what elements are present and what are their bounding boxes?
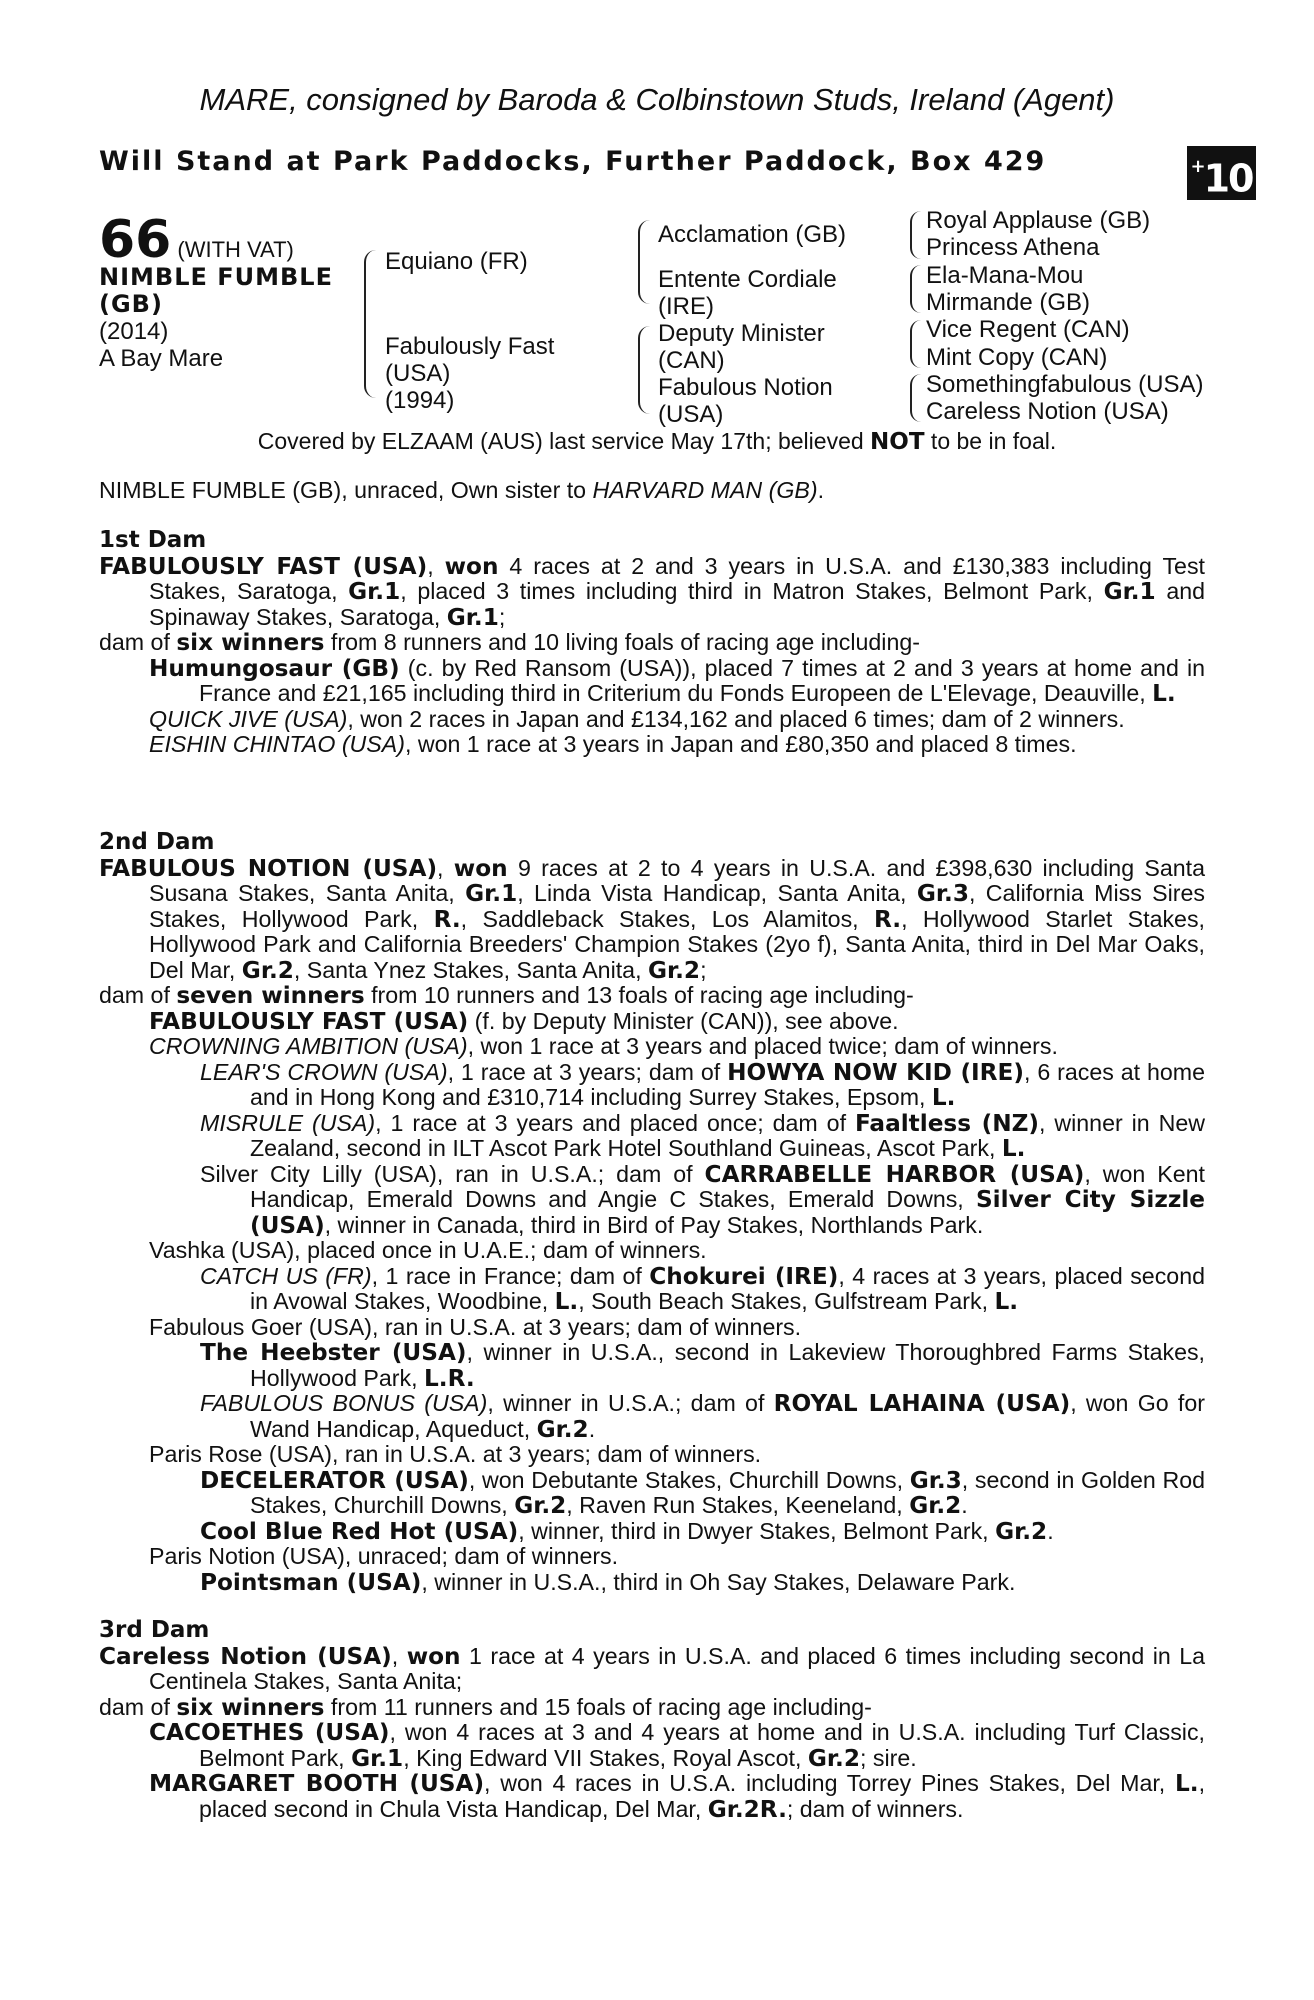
pedigree-dam-dam-name: Fabulous Notion <box>658 374 833 401</box>
grade: Gr.3 <box>916 880 969 907</box>
produce-record: Silver City Lilly (USA), ran in U.S.A.; dam of <box>200 1160 705 1187</box>
produce-name: QUICK JIVE (USA) <box>149 705 348 732</box>
produce-record: , second in Golden Rod Stakes, Churchill Downs, <box>250 1466 1205 1518</box>
grade: Gr.1 <box>446 603 499 631</box>
produce-crowning-ambition <box>99 1034 1205 1060</box>
produce-record: , won Debutante Stakes, Churchill Downs, <box>468 1466 910 1493</box>
produce-name: EISHIN CHINTAO (USA) <box>149 731 405 757</box>
produce-catch-us <box>99 1264 1205 1315</box>
produce-record: , winner in U.S.A., second in Lakeview Thoroughbred Farms Stakes, Hollywood Park, <box>250 1339 1206 1391</box>
produce-vashka: Vashka (USA), placed once in U.A.E.; dam of winners. <box>149 1237 707 1263</box>
produce-name: CROWNING AMBITION (USA) <box>149 1033 468 1059</box>
grade: L. <box>1174 1770 1199 1797</box>
covered-statement <box>0 428 1314 455</box>
produce-name: HOWYA NOW KID (IRE) <box>727 1058 1024 1086</box>
produce-text: from 8 runners and 10 living foals of racing age including- <box>324 629 920 655</box>
lot-heading <box>99 210 294 270</box>
winners-count: six winners <box>176 1693 325 1721</box>
grade: Gr.2 <box>647 956 701 984</box>
covered-text: Covered by ELZAAM (AUS) last service May 17th; believed <box>257 428 871 454</box>
grade: Gr.1 <box>1103 578 1156 605</box>
produce-name: FABULOUSLY FAST (USA) <box>149 1007 469 1035</box>
produce-the-heebster <box>99 1340 1205 1391</box>
pedigree-sire-sire: Acclamation (GB) <box>658 221 847 248</box>
produce-record: , placed second in Chula Vista Handicap, Del Mar, <box>199 1770 1206 1822</box>
produce-record: , winner in New Zealand, second in ILT Ascot Park Hotel Southland Guineas, Ascot Park, <box>250 1109 1205 1161</box>
produce-text: dam of <box>99 1693 177 1720</box>
grade: Gr.2 <box>807 1744 860 1772</box>
pedigree-sire: Equiano (FR) <box>385 248 528 275</box>
grade: L. <box>931 1084 956 1111</box>
grade: Gr.2 <box>536 1415 589 1443</box>
pedigree-sdd: Mirmande (GB) <box>926 289 1091 316</box>
intro-line <box>99 478 1205 504</box>
produce-name: MARGARET BOOTH (USA) <box>149 1770 485 1797</box>
pedigree-brace-g3 <box>910 320 921 368</box>
produce-record: , won 4 races in U.S.A. including Torrey Pines Stakes, Del Mar, <box>484 1770 1175 1796</box>
record-text: 4 races at 2 and 3 years in U.S.A. and £130,383 including Test Stakes, Saratoga, <box>149 552 1205 604</box>
horse-description: A Bay Mare <box>99 345 224 372</box>
grade: Gr.1 <box>465 880 518 907</box>
pedigree-sire-dam-name: Entente Cordiale <box>658 266 837 293</box>
pedigree-dds: Somethingfabulous (USA) <box>926 371 1204 398</box>
record-text: and Spinaway Stakes, Saratoga, <box>149 578 1206 630</box>
record-text: , Hollywood Starlet Stakes, Hollywood Park and California Breeders' Champion Stakes (2yo f), Santa Anita, third in Del Mar Oaks, Del Mar, <box>149 905 1205 983</box>
grade: L. <box>994 1288 1019 1315</box>
produce-decelerator <box>99 1468 1205 1519</box>
third-dam-section <box>99 1618 1205 1822</box>
intro-sibling: HARVARD MAN (GB) <box>592 477 818 503</box>
second-dam-record: FABULOUS NOTION (USA), won 9 races at 2 to 4 years in U.S.A. and £398,630 including Santa Susana Stakes, Santa Anita, Gr.1, Linda Vista Handicap, Santa Anita, Gr.3, California Miss Sires Stakes, Hollywood Park, R., Saddleback Stakes, Los Alamitos, R., Hollywood Starlet Stakes, Hollywood Park and California Breeders' Champion Stakes (2yo f), Santa Anita, third in Del Mar Oaks, Del Mar, Gr.2, Santa Ynez Stakes, Santa Anita, Gr.2; <box>99 854 1206 984</box>
pedigree-dsd: Mint Copy (CAN) <box>926 344 1108 371</box>
badge-plus: + <box>1190 156 1204 177</box>
dam-name: FABULOUS NOTION (USA) <box>99 854 438 882</box>
intro-text: NIMBLE FUMBLE (GB), unraced, Own sister to <box>99 477 593 503</box>
produce-text: dam of <box>99 629 177 655</box>
covered-text-end: to be in foal. <box>924 428 1057 454</box>
third-dam-produce <box>99 1695 1205 1721</box>
record-text: , Saddleback Stakes, Los Alamitos, <box>460 905 874 932</box>
badge-number: 10 <box>1203 156 1253 201</box>
record-text: , Linda Vista Handicap, Santa Anita, <box>517 880 917 906</box>
produce-record: , winner, third in Dwyer Stakes, Belmont Park, <box>518 1517 996 1544</box>
lot-vat: (WITH VAT) <box>177 237 294 262</box>
grade: L. <box>1152 680 1176 707</box>
winners-count: six winners <box>176 629 325 656</box>
grade: L.R. <box>423 1364 475 1392</box>
produce-cacoethes <box>99 1720 1205 1771</box>
won-label: won <box>444 552 499 580</box>
produce-text: from 11 runners and 15 foals of racing age including- <box>324 1693 872 1720</box>
produce-misrule <box>99 1111 1205 1162</box>
produce-fabulous-bonus <box>99 1391 1205 1442</box>
horse-details <box>99 264 333 372</box>
produce-record: (c. by Red Ransom (USA)), placed 7 times at 2 and 3 years at home and in France and £21,165 including third in Criterium du Fonds Europeen de L'Elevage, Deauville, <box>199 654 1206 706</box>
pedigree-ddd: Careless Notion (USA) <box>926 398 1169 425</box>
produce-record: . <box>1047 1517 1054 1544</box>
pedigree-dam-dam <box>658 374 833 428</box>
produce-name: DECELERATOR (USA) <box>200 1466 469 1494</box>
dam-name: Careless Notion (USA) <box>99 1642 392 1670</box>
record-text: , Santa Ynez Stakes, Santa Anita, <box>293 956 648 983</box>
grade: Gr.2 <box>909 1492 962 1519</box>
produce-record: , Raven Run Stakes, Keeneland, <box>566 1492 910 1518</box>
grade: Gr.3 <box>909 1466 962 1494</box>
produce-lears-crown <box>99 1060 1205 1111</box>
lot-badge <box>1187 146 1256 200</box>
grade: R. <box>873 905 902 933</box>
produce-silver-city-lilly <box>99 1162 1205 1239</box>
pedigree-brace-main <box>364 250 376 398</box>
lot-number: 66 <box>99 210 172 270</box>
produce-record: , won 2 races in Japan and £134,162 and placed 6 times; dam of 2 winners. <box>347 705 1125 732</box>
first-dam-produce <box>99 630 1205 656</box>
consignment-heading: MARE, consigned by Baroda & Colbinstown Studs, Ireland (Agent) <box>199 82 1115 117</box>
second-dam-title: 2nd Dam <box>99 829 215 855</box>
first-dam-section <box>99 528 1205 758</box>
produce-record: , won Go for Wand Handicap, Aqueduct, <box>250 1390 1205 1442</box>
produce-eishin-chintao <box>99 732 1205 758</box>
produce-record: , South Beach Stakes, Gulfstream Park, <box>578 1288 995 1314</box>
produce-fabulous-goer: Fabulous Goer (USA), ran in U.S.A. at 3 years; dam of winners. <box>149 1313 802 1340</box>
produce-record: . <box>961 1492 968 1518</box>
produce-humungosaur <box>99 656 1205 707</box>
grade: Gr.2 <box>995 1517 1048 1545</box>
pedigree-brace-g4 <box>910 374 921 422</box>
produce-name: LEAR'S CROWN (USA) <box>200 1058 448 1085</box>
pedigree-ssd: Princess Athena <box>926 234 1100 261</box>
horse-year: (2014) <box>99 318 169 345</box>
produce-record: , 4 races at 3 years, placed second in Avowal Stakes, Woodbine, <box>250 1262 1205 1314</box>
grade: Gr.2 <box>514 1492 567 1519</box>
produce-name: CARRABELLE HARBOR (USA) <box>704 1160 1085 1188</box>
pedigree-brace-dam <box>638 326 650 414</box>
produce-text: dam of <box>99 982 177 1008</box>
produce-name: Chokurei (IRE) <box>649 1262 839 1290</box>
grade: Gr.2 <box>241 956 294 984</box>
record-text: ; <box>498 603 506 630</box>
record-text: 1 race at 4 years in U.S.A. and placed 6 times including second in La Centinela Stakes, Santa Anita; <box>149 1642 1205 1694</box>
third-dam-title: 3rd Dam <box>99 1617 210 1643</box>
stand-location: Will Stand at Park Paddocks, Further Paddock, Box 429 <box>99 146 1047 177</box>
pedigree-dam-year: (1994) <box>385 387 455 414</box>
pedigree-sds: Ela-Mana-Mou <box>926 262 1084 289</box>
produce-text: from 10 runners and 13 foals of racing age including- <box>364 982 914 1008</box>
covered-not: NOT <box>870 429 925 455</box>
produce-record: , winner in U.S.A.; dam of <box>487 1390 774 1416</box>
produce-name: CATCH US (FR) <box>200 1262 372 1289</box>
produce-name: Silver City Sizzle (USA) <box>250 1186 1205 1239</box>
pedigree-dam <box>385 333 554 414</box>
pedigree-dam-dam-country: (USA) <box>658 401 724 428</box>
produce-name: Faaltless (NZ) <box>854 1109 1040 1137</box>
produce-record: (f. by Deputy Minister (CAN)), see above. <box>468 1007 899 1034</box>
produce-quick-jive <box>99 707 1205 733</box>
produce-record: , won Kent Handicap, Emerald Downs and Angie C Stakes, Emerald Downs, <box>250 1160 1205 1212</box>
grade: Gr.2R. <box>707 1795 787 1823</box>
pedigree-dam-sire-name: Deputy Minister <box>658 320 825 347</box>
produce-record: , won 4 races at 3 and 4 years at home and in U.S.A. including Turf Classic, Belmont Park, <box>199 1719 1205 1771</box>
pedigree-sire-dam <box>658 266 837 320</box>
grade: L. <box>554 1288 579 1315</box>
record-text: ; <box>700 956 707 983</box>
record-text: , California Miss Sires Stakes, Hollywood Park, <box>149 880 1206 932</box>
grade: Gr.1 <box>348 578 401 605</box>
won-label: won <box>453 854 508 882</box>
produce-record: , King Edward VII Stakes, Royal Ascot, <box>403 1744 808 1771</box>
record-text: 9 races at 2 to 4 years in U.S.A. and £398,630 including Santa Susana Stakes, Santa Anita, <box>149 854 1205 906</box>
first-dam-record: FABULOUSLY FAST (USA), won 4 races at 2 and 3 years in U.S.A. and £130,383 including Test Stakes, Saratoga, Gr.1, placed 3 times including third in Matron Stakes, Belmont Park, Gr.1 and Spinaway Stakes, Saratoga, Gr.1; <box>99 552 1206 631</box>
produce-name: MISRULE (USA) <box>200 1109 376 1136</box>
first-dam-title: 1st Dam <box>99 527 207 553</box>
dam-name: FABULOUSLY FAST (USA) <box>99 552 428 580</box>
horse-country: (GB) <box>99 290 163 318</box>
pedigree-dam-country: (USA) <box>385 360 451 387</box>
produce-record: , won 1 race at 3 years in Japan and £80,350 and placed 8 times. <box>404 731 1077 757</box>
grade: R. <box>433 905 461 933</box>
produce-name: ROYAL LAHAINA (USA) <box>773 1390 1071 1417</box>
intro-end: . <box>817 477 825 503</box>
produce-name: Cool Blue Red Hot (USA) <box>200 1517 519 1545</box>
pedigree-brace-g1 <box>910 211 921 259</box>
produce-record: , 6 races at home and in Hong Kong and £310,714 including Surrey Stakes, Epsom, <box>250 1058 1205 1110</box>
won-label: won <box>406 1642 461 1670</box>
produce-record: , winner in Canada, third in Bird of Pay Stakes, Northlands Park. <box>324 1211 984 1238</box>
produce-pointsman <box>99 1570 1205 1596</box>
produce-margaret-booth <box>99 1771 1205 1822</box>
second-dam-produce <box>99 983 1205 1009</box>
grade: Gr.1 <box>351 1744 404 1772</box>
produce-paris-rose: Paris Rose (USA), ran in U.S.A. at 3 years; dam of winners. <box>149 1441 762 1467</box>
produce-cool-blue-red-hot <box>99 1519 1205 1545</box>
produce-record: , 1 race in France; dam of <box>371 1262 650 1289</box>
produce-name: Humungosaur (GB) <box>149 654 400 682</box>
pedigree-brace-sire <box>638 220 650 304</box>
second-dam-section <box>99 830 1205 1595</box>
horse-name: NIMBLE FUMBLE <box>99 263 333 291</box>
produce-record: , won 1 race at 3 years and placed twice; dam of winners. <box>467 1033 1058 1059</box>
produce-record: , winner in U.S.A., third in Oh Say Stakes, Delaware Park. <box>421 1568 1016 1595</box>
pedigree-dam-sire-country: (CAN) <box>658 347 725 374</box>
produce-record: ; sire. <box>859 1744 917 1771</box>
produce-fabulously-fast <box>99 1009 1205 1035</box>
produce-record: , 1 race at 3 years; dam of <box>447 1058 728 1085</box>
produce-name: FABULOUS BONUS (USA) <box>200 1390 488 1416</box>
produce-record: . <box>588 1415 596 1442</box>
third-dam-record: Careless Notion (USA), won 1 race at 4 years in U.S.A. and placed 6 times including second in La Centinela Stakes, Santa Anita; <box>99 1642 1205 1694</box>
produce-name: CACOETHES (USA) <box>149 1719 390 1746</box>
pedigree-dss: Vice Regent (CAN) <box>926 316 1130 343</box>
produce-record: ; dam of winners. <box>786 1795 964 1822</box>
produce-paris-notion: Paris Notion (USA), unraced; dam of winners. <box>149 1543 619 1569</box>
pedigree-sire-dam-country: (IRE) <box>658 293 714 320</box>
produce-record: , 1 race at 3 years and placed once; dam of <box>375 1109 855 1136</box>
produce-name: Pointsman (USA) <box>200 1568 422 1596</box>
record-text: , placed 3 times including third in Matron Stakes, Belmont Park, <box>400 578 1104 604</box>
pedigree-brace-g2 <box>910 265 921 313</box>
pedigree-dam-sire <box>658 320 825 374</box>
winners-count: seven winners <box>176 982 365 1009</box>
pedigree-sss: Royal Applause (GB) <box>926 207 1151 234</box>
pedigree-dam-name: Fabulously Fast <box>385 333 555 360</box>
produce-name: The Heebster (USA) <box>200 1339 467 1366</box>
grade: L. <box>1001 1135 1026 1162</box>
